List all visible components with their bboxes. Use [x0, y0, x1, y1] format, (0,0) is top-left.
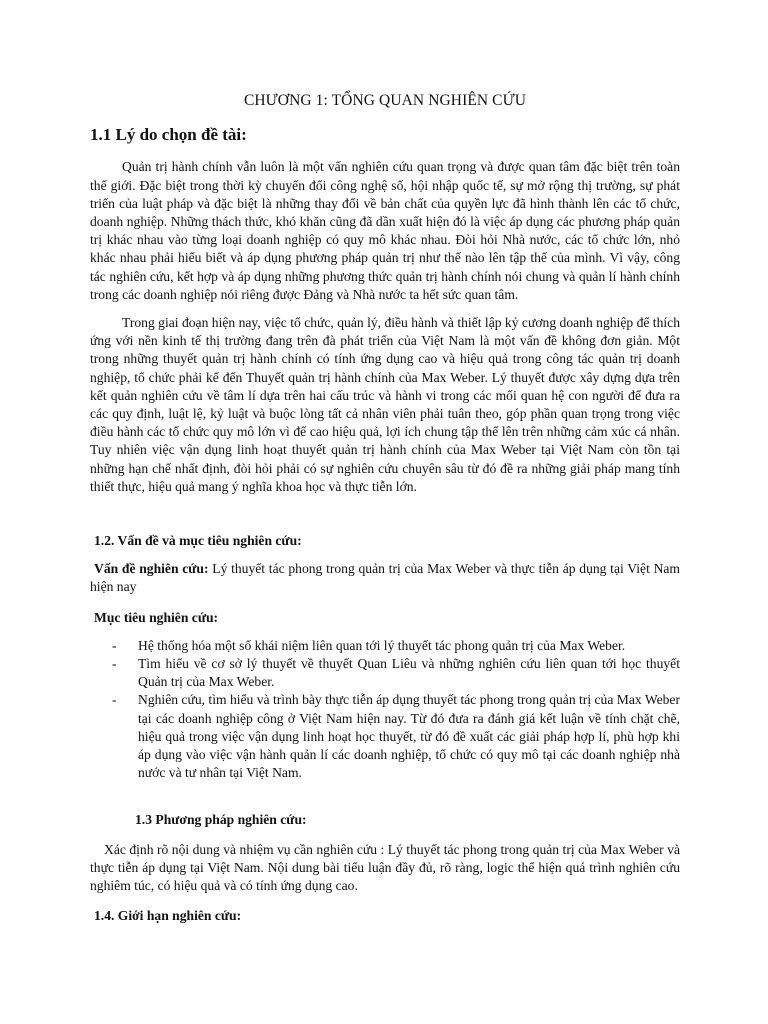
- objectives-heading: Mục tiêu nghiên cứu:: [94, 609, 219, 625]
- section-1-2-heading: 1.2. Vấn đề và mục tiêu nghiên cứu:: [94, 533, 302, 549]
- research-problem: [90, 560, 680, 596]
- list-item: - Nghiên cứu, tìm hiểu và trình bày thực tiễn áp dụng thuyết tác phong trong quản trị của Max Weber tại các doanh nghiệp công ở Việt Nam hiện nay. Từ đó đưa ra đánh giá kết luận về tính chặt chẽ, hiệu quả trong việc vận dụng linh hoạt học thuyết, từ đó đề xuất các giải pháp hợp lí, phù hợp khi áp dụng vào việc vận hành quản lí các doanh nghiệp, tổ chức có quy mô tại các doanh nghiệp nhà nước và tư nhân tại Việt Nam.: [138, 691, 680, 782]
- list-item: - Hệ thống hóa một số khái niệm liên quan tới lý thuyết tác phong quản trị của Max Weber.: [138, 637, 680, 655]
- research-problem-label: Vấn đề nghiên cứu:: [94, 561, 209, 577]
- research-problem-text: Lý thuyết tác phong trong quản trị của Max Weber và thực tiễn áp dụng tại Việt Nam hiện nay: [90, 561, 680, 595]
- list-item: - Tìm hiểu về cơ sở lý thuyết về thuyết Quan Liêu và những nghiên cứu liên quan tới học thuyết Quản trị của Max Weber.: [138, 655, 680, 691]
- chapter-title: CHƯƠNG 1: TỔNG QUAN NGHIÊN CỨU: [243, 92, 527, 109]
- section-1-3-heading: 1.3 Phương pháp nghiên cứu:: [135, 811, 307, 827]
- section-1-3-paragraph: Xác định rõ nội dung và nhiệm vụ cần nghiên cứu : Lý thuyết tác phong trong quản trị của Max Weber và thực tiễn áp dụng tại Việt Nam. Nội dung bài tiểu luận đầy đủ, rõ ràng, logic thể hiện quá trình nghiên cứu nghiêm túc, có hiệu quả và có tính ứng dụng cao.: [90, 841, 680, 894]
- section-1-1-paragraph-2: Trong giai đoạn hiện nay, việc tổ chức, quản lý, điều hành và thiết lập kỷ cương doanh nghiệp để thích ứng với nền kinh tế thị trường đang trên đà phát triển của Việt Nam là một vấn đề không đơn giản. Một trong những thuyết quản trị hành chính có tính ứng dụng cao và hiệu quả trong công tác quản trị doanh nghiệp, tổ chức phải kể đến Thuyết quản trị hành chính của Max Weber. Lý thuyết được xây dựng dựa trên kết quản nghiên cứu về tâm lí dựa trên hai cấu trúc và hành vi trong các mối quan hệ con người để đưa ra các quy định, luật lệ, kỷ luật và buộc lòng tất cả nhân viên phải tuân theo, góp phần quan trọng trong việc điều hành các tổ chức quy mô lớn vì để cao hiệu quả, lợi ích chung tập thể lên trên những cảm xúc cá nhân. Tuy nhiên việc vận dụng linh hoạt thuyết quản trị hành chính của Max Weber tại Việt Nam còn tồn tại những hạn chế nhất định, đòi hỏi phải có sự nghiên cứu chuyên sâu từ đó đề ra những giải pháp mang tính thiết thực, hiệu quả mang ý nghĩa khoa học và thực tiễn lớn.: [90, 315, 680, 494]
- section-1-1-paragraph-1: Quản trị hành chính vẫn luôn là một vấn nghiên cứu quan trọng và được quan tâm đặc biệt trên toàn thế giới. Đặc biệt trong thời kỳ chuyển đổi công nghệ số, hội nhập quốc tế, sự mở rộng thị trường, sự phát triển của luật pháp và đặc biệt là những thay đổi về bản chất của quyền lực đã hình thành lên các tổ chức, doanh nghiệp. Những thách thức, khó khăn cũng đã dần xuất hiện đó là việc áp dụng các phương pháp quản trị khác nhau vào từng loại doanh nghiệp có quy mô khác nhau. Đòi hỏi Nhà nước, các tổ chức lớn, nhỏ khác nhau phải hiểu biết và áp dụng phương pháp quản trị như thế nào lên tập thể của mình. Vì vậy, công tác nghiên cứu, kết hợp và áp dụng những phương thức quản trị hành chính nói chung và quản lí hành chính trong các doanh nghiệp nói riêng được Đảng và Nhà nước ta hết sức quan tâm.: [90, 159, 680, 302]
- objectives-list: [90, 637, 680, 783]
- section-1-4-heading: 1.4. Giới hạn nghiên cứu:: [94, 908, 242, 924]
- section-1-1-heading: 1.1 Lý do chọn đề tài:: [90, 125, 247, 145]
